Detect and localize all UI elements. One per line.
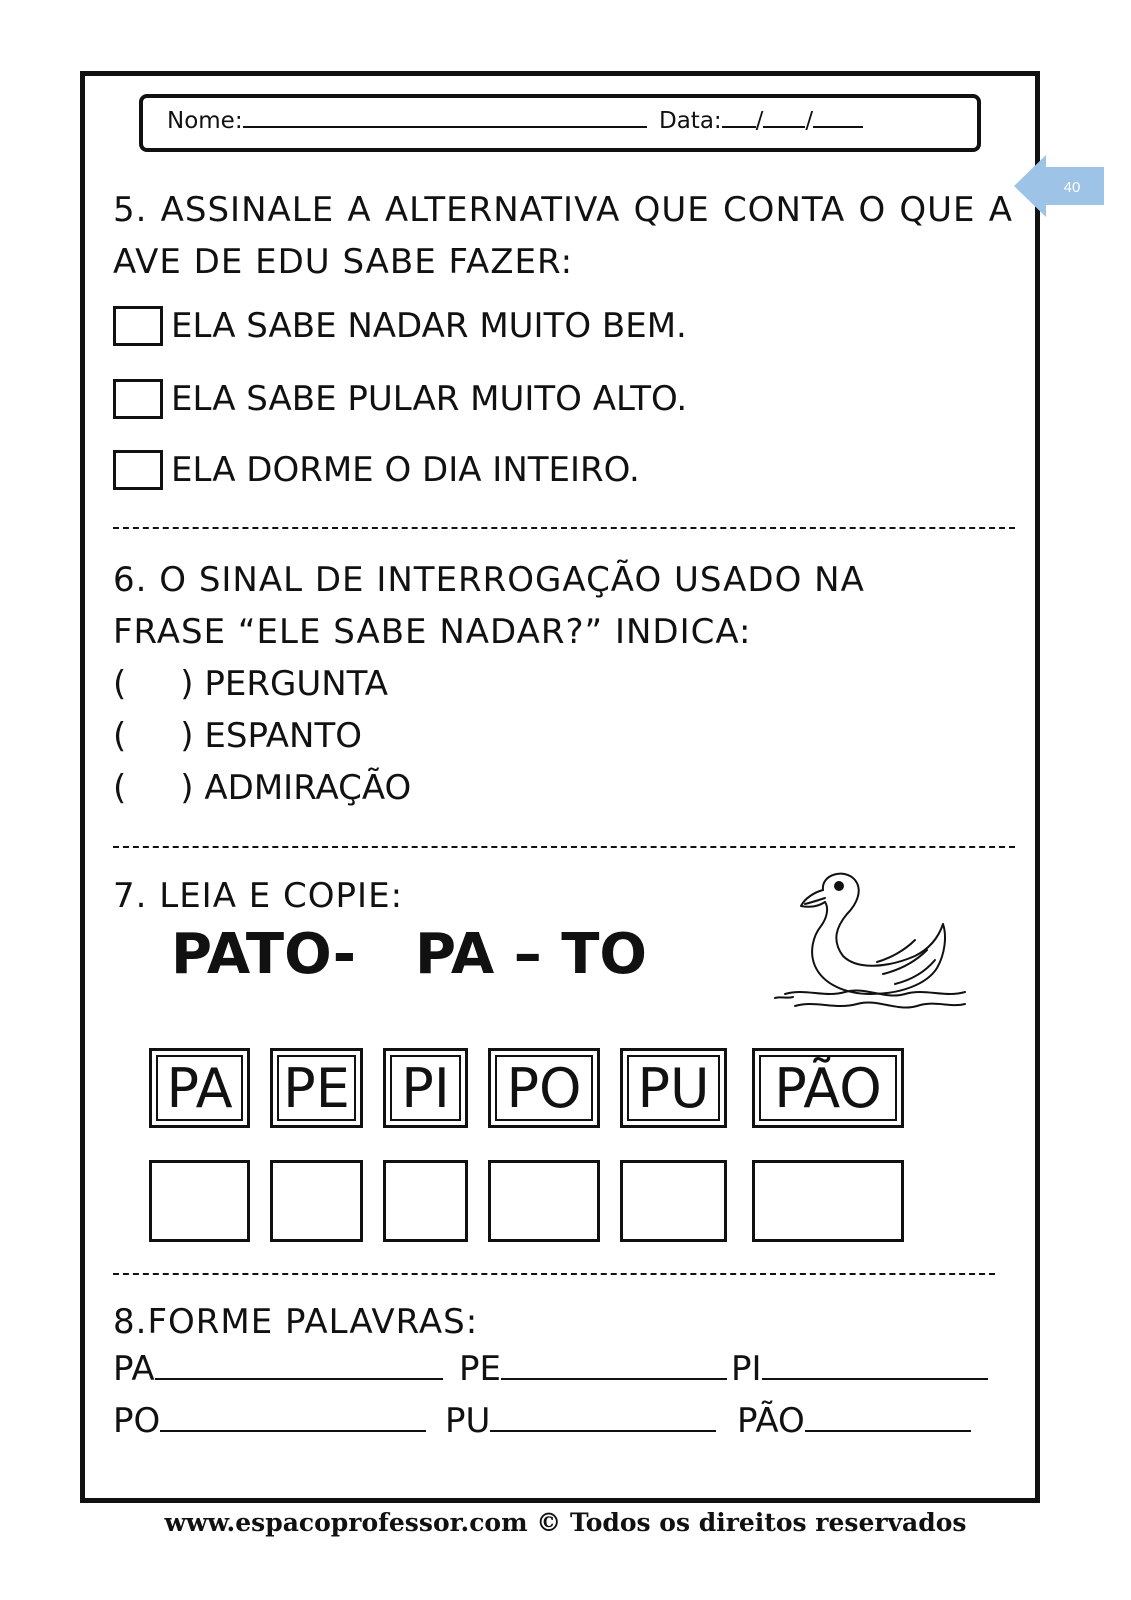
word-prefix: PE xyxy=(459,1349,501,1389)
syllable-label: PO xyxy=(506,1056,582,1120)
divider xyxy=(113,1273,995,1275)
syllable-box xyxy=(149,1048,250,1128)
q5-option[interactable] xyxy=(113,306,687,346)
word-prompt xyxy=(113,1400,426,1441)
word-blank[interactable] xyxy=(762,1348,988,1380)
syllable-label: PE xyxy=(283,1056,350,1120)
syllable-box xyxy=(488,1048,600,1128)
checkbox[interactable] xyxy=(113,379,163,419)
q6-option-label: ADMIRAÇÃO xyxy=(204,768,412,808)
copy-box[interactable] xyxy=(752,1160,904,1242)
word-pato-split: PA – TO xyxy=(415,922,648,987)
q6-option[interactable] xyxy=(113,716,362,756)
word-blank[interactable] xyxy=(501,1348,727,1380)
answer-parentheses[interactable]: ( ) xyxy=(113,716,194,756)
word-blank[interactable] xyxy=(160,1400,426,1432)
answer-parentheses[interactable]: ( ) xyxy=(113,768,194,808)
word-prompt xyxy=(113,1348,443,1389)
q6-option[interactable] xyxy=(113,664,388,704)
q8-title: 8.FORME PALAVRAS: xyxy=(113,1302,479,1342)
q6-option[interactable] xyxy=(113,768,411,808)
word-pato: PATO- xyxy=(171,922,356,987)
word-blank[interactable] xyxy=(155,1348,443,1380)
date-year-field[interactable] xyxy=(813,106,863,128)
copy-box[interactable] xyxy=(383,1160,468,1242)
word-prefix: PO xyxy=(113,1401,161,1441)
q5-option-label: ELA DORME O DIA INTEIRO. xyxy=(171,450,640,490)
syllable-box xyxy=(620,1048,727,1128)
syllable-label: PI xyxy=(401,1056,450,1120)
q5-option-label: ELA SABE PULAR MUITO ALTO. xyxy=(171,379,688,419)
answer-parentheses[interactable]: ( ) xyxy=(113,664,194,704)
page-number-badge xyxy=(1014,155,1104,217)
page-number: 40 xyxy=(1063,179,1081,196)
copy-box[interactable] xyxy=(620,1160,727,1242)
duck-illustration xyxy=(765,866,977,1016)
checkbox[interactable] xyxy=(113,450,163,490)
word-prompt xyxy=(731,1348,988,1389)
copy-box[interactable] xyxy=(149,1160,250,1242)
q6-title-line1: 6. O SINAL DE INTERROGAÇÃO USADO NA xyxy=(113,560,865,600)
worksheet-frame xyxy=(80,71,1040,1503)
date-day-field[interactable] xyxy=(722,106,756,128)
word-blank[interactable] xyxy=(805,1400,971,1432)
syllable-label: PA xyxy=(166,1056,233,1120)
word-blank[interactable] xyxy=(490,1400,716,1432)
syllable-label: PU xyxy=(637,1056,710,1120)
divider xyxy=(113,527,1015,529)
q5-option[interactable] xyxy=(113,450,640,490)
copy-box[interactable] xyxy=(270,1160,363,1242)
word-prompt xyxy=(445,1400,716,1441)
syllable-label: PÃO xyxy=(774,1056,882,1120)
syllable-box xyxy=(752,1048,904,1128)
q6-option-label: ESPANTO xyxy=(204,716,363,756)
footer-copyright: www.espacoprofessor.com © Todos os direitos reservados xyxy=(164,1508,967,1537)
q7-title: 7. LEIA E COPIE: xyxy=(113,876,404,916)
divider xyxy=(113,846,1015,848)
name-field[interactable] xyxy=(243,106,647,128)
syllable-box xyxy=(383,1048,468,1128)
name-label: Nome: xyxy=(167,108,243,134)
header-box xyxy=(139,94,981,152)
word-prompt xyxy=(737,1400,971,1441)
word-prefix: PÃO xyxy=(737,1401,805,1441)
word-prefix: PA xyxy=(113,1349,155,1389)
word-prompt xyxy=(459,1348,727,1389)
date-month-field[interactable] xyxy=(763,106,805,128)
syllable-box xyxy=(270,1048,363,1128)
name-row xyxy=(167,106,647,134)
word-prefix: PU xyxy=(445,1401,491,1441)
checkbox[interactable] xyxy=(113,306,163,346)
copy-box[interactable] xyxy=(488,1160,600,1242)
q6-title-line2: FRASE “ELE SABE NADAR?” INDICA: xyxy=(113,612,752,652)
q5-title: 5. ASSINALE A ALTERNATIVA QUE CONTA O QUE A AVE DE EDU SABE FAZER: xyxy=(113,190,1013,282)
q5-option-label: ELA SABE NADAR MUITO BEM. xyxy=(171,306,687,346)
q6-option-label: PERGUNTA xyxy=(204,664,389,704)
date-label: Data: xyxy=(659,108,722,134)
date-row: Data: / / xyxy=(659,106,863,134)
word-prefix: PI xyxy=(731,1349,762,1389)
q5-option[interactable] xyxy=(113,379,687,419)
